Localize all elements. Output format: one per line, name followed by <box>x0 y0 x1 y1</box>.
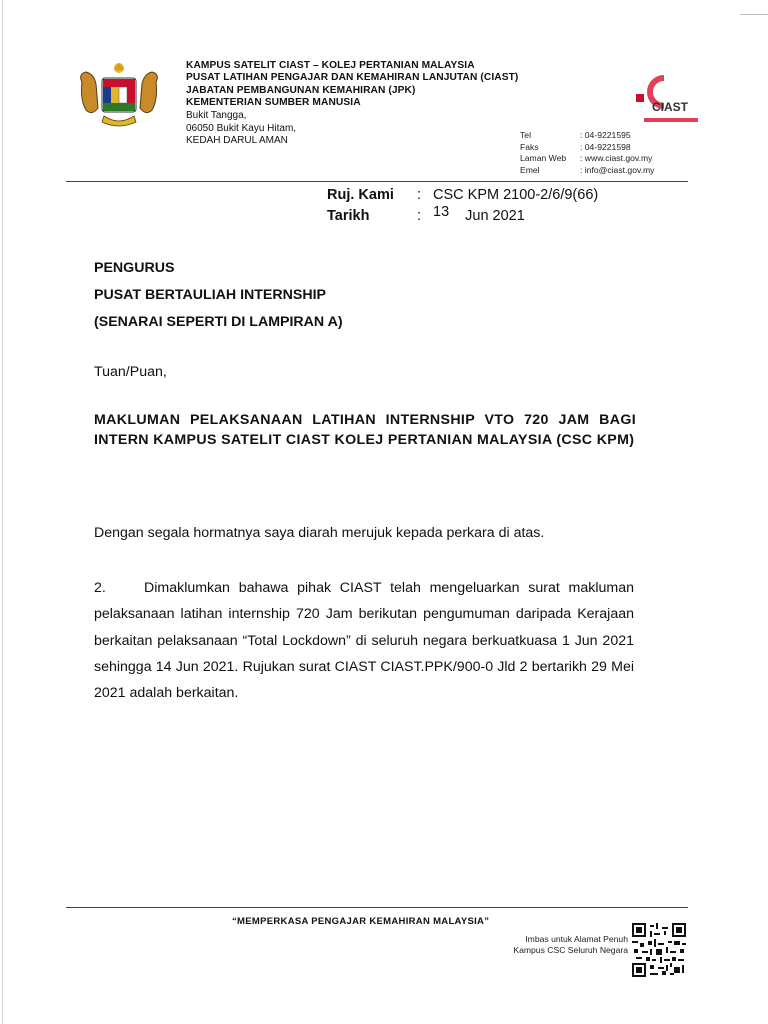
ruj-label: Ruj. Kami <box>327 187 394 203</box>
org-line: KEMENTERIAN SUMBER MANUSIA <box>186 96 361 108</box>
contact-value: : 04-9221595 <box>580 130 631 140</box>
contact-value: : 04-9221598 <box>580 141 631 152</box>
reference-block <box>327 187 598 229</box>
address-line: KEDAH DARUL AMAN <box>186 135 288 147</box>
scan-line: Imbas untuk Alamat Penuh <box>525 934 628 944</box>
address-line: 06050 Bukit Kayu Hitam, <box>186 122 297 134</box>
address-line: Bukit Tangga, <box>186 110 247 122</box>
paragraph-number: 2. <box>94 580 106 596</box>
contact-label: Faks <box>520 141 539 152</box>
tarikh-month-year: Jun 2021 <box>465 208 525 224</box>
scan-instructions <box>492 934 628 955</box>
org-line: KAMPUS SATELIT CIAST – KOLEJ PERTANIAN MALAYSIA <box>186 60 475 71</box>
reference-row <box>327 187 598 208</box>
tarikh-label: Tarikh <box>327 208 370 224</box>
contact-label: Laman Web <box>520 153 567 164</box>
malaysia-coat-of-arms-icon <box>74 60 164 132</box>
page-edge <box>2 0 3 1024</box>
scan-line: Kampus CSC Seluruh Negara <box>513 944 628 955</box>
tarikh-colon: : <box>417 208 422 224</box>
paragraph-2 <box>94 575 634 706</box>
paragraph-1: Dengan segala hormatnya saya diarah merujuk kepada perkara di atas. <box>94 525 545 541</box>
org-line: PUSAT LATIHAN PENGAJAR DAN KEMAHIRAN LANJUTAN (CIAST) <box>186 72 519 84</box>
contact-row-web <box>520 153 654 165</box>
contact-label: Tel <box>520 130 531 140</box>
contact-row-email <box>520 165 654 177</box>
contact-block <box>520 130 654 176</box>
footer-motto: “MEMPERKASA PENGAJAR KEMAHIRAN MALAYSIA” <box>232 916 490 927</box>
ciast-logo-text: CIAST <box>652 100 688 114</box>
date-row <box>327 204 598 229</box>
contact-value: : www.ciast.gov.my <box>580 153 653 164</box>
recipient-line: PENGURUS <box>94 260 175 276</box>
recipient-line: PUSAT BERTAULIAH INTERNSHIP <box>94 287 326 303</box>
letterhead-organisation <box>186 60 566 148</box>
contact-row-tel <box>520 130 654 142</box>
contact-row-faks <box>520 142 654 154</box>
org-line: JABATAN PEMBANGUNAN KEMAHIRAN (JPK) <box>186 84 416 96</box>
recipient-block <box>94 255 343 336</box>
letter-subject: MAKLUMAN PELAKSANAAN LATIHAN INTERNSHIP VTO 720 JAM BAGI INTERN KAMPUS SATELIT CIAST KOLEJ PERTANIAN MALAYSIA (CSC KPM) <box>94 412 636 448</box>
salutation: Tuan/Puan, <box>94 364 167 380</box>
paragraph-text: Dimaklumkan bahawa pihak CIAST telah mengeluarkan surat makluman pelaksanaan latihan internship 720 Jam berikutan pengumuman daripada Kerajaan berkaitan pelaksanaan “Total Lockdown” di seluruh negara berkuatkuasa 1 Jun 2021 sehingga 14 Jun 2021. Rujukan surat CIAST CIAST.PPK/900-0 Jld 2 bertarikh 29 Mei 2021 adalah berkaitan. <box>94 580 634 702</box>
qr-code-icon[interactable] <box>632 923 686 977</box>
contact-value: : info@ciast.gov.my <box>580 164 655 175</box>
contact-label: Emel <box>520 164 540 175</box>
recipient-line: (SENARAI SEPERTI DI LAMPIRAN A) <box>94 314 343 330</box>
footer-divider <box>66 907 688 908</box>
tarikh-day: 13 <box>433 204 450 220</box>
letterhead-divider <box>66 181 688 182</box>
ruj-value: CSC KPM 2100-2/6/9(66) <box>433 187 599 203</box>
ruj-colon: : <box>417 187 422 203</box>
page-corner-edge <box>740 14 768 15</box>
